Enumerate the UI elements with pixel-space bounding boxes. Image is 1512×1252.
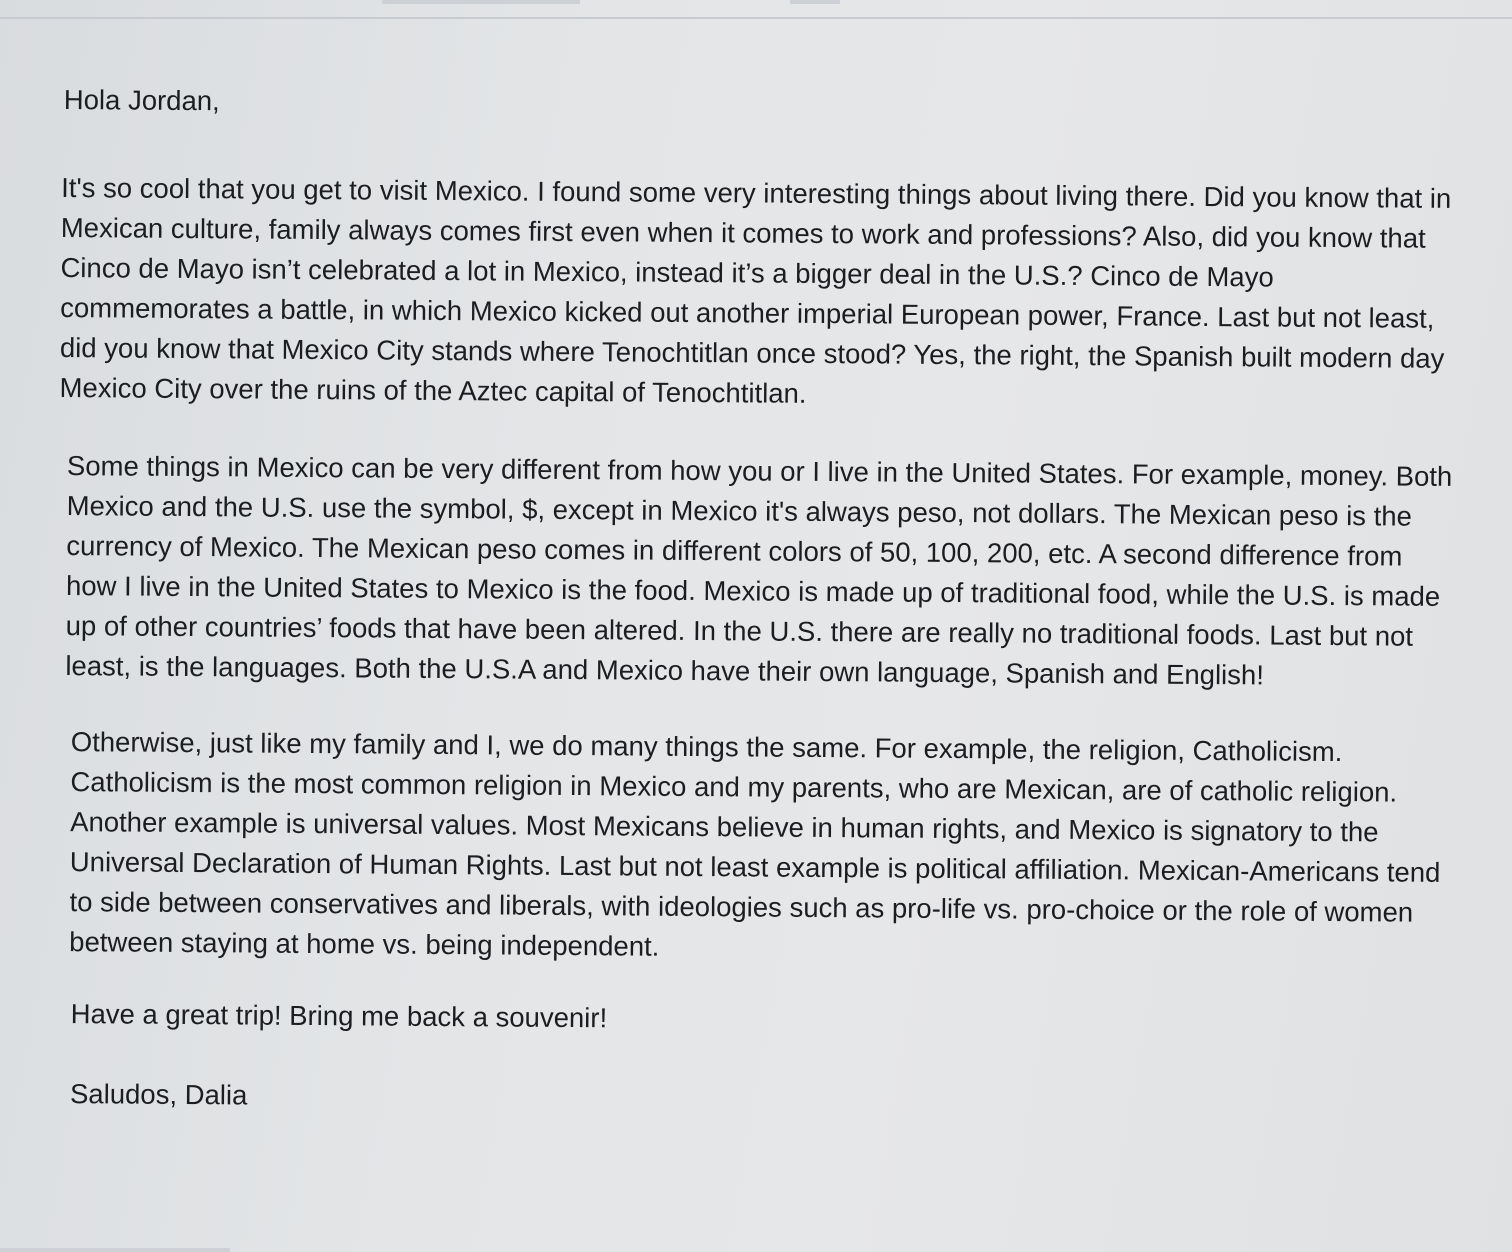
top-divider [0, 17, 1512, 19]
letter-signoff: Saludos, Dalia [69, 1078, 248, 1111]
letter-greeting: Hola Jordan, [63, 84, 220, 117]
letter-closing: Have a great trip! Bring me back a souvenir! [70, 998, 608, 1034]
top-tab-left [382, 0, 580, 4]
paragraph-mexico-facts: It's so cool that you get to visit Mexico. I found some very interesting things about living there. Did you know that in Mexican culture, family always comes first even when it comes to work and professions? Also, did you know that Cinco de Mayo isn’t celebrated a lot in Mexico, instead it’s a bigger deal in the U.S.? Cinco de Mayo commemorates a battle, in which Mexico kicked out another imperial European power, France. Last but not least, did you know that Mexico City stands where Tenochtitlan once stood? Yes, the right, the Spanish built modern day Mexico City over the ruins of the Aztec capital of Tenochtitlan. [59, 171, 1452, 409]
paragraph-similarities: Otherwise, just like my family and I, we do many things the same. For example, the religion, Catholicism. Catholicism is the most common religion in Mexico and my parents, who are Mexican, are of catholic religion. Another example is universal values. Most Mexicans believe in human rights, and Mexico is signatory to the Universal Declaration of Human Rights. Last but not least example is political affiliation. Mexican-Americans tend to side between conservatives and liberals, with ideologies such as pro-life vs. pro-choice or the role of women between staying at home vs. being independent. [69, 726, 1441, 962]
bottom-divider [0, 1248, 230, 1252]
letter-body [54, 80, 1462, 1125]
top-tab-right [790, 0, 840, 4]
paragraph-differences: Some things in Mexico can be very different from how you or I live in the United States. For example, money. Both Mexico and the U.S. use the symbol, $, except in Mexico it's always peso, not dollars. The Mexican peso is the currency of Mexico. The Mexican peso comes in different colors of 50, 100, 200, etc. A second difference from how I live in the United States to Mexico is the food. Mexico is made up of traditional food, while the U.S. is made up of other countries’ foods that have been altered. In the U.S. there are really no traditional foods. Last but not least, is the languages. Both the U.S.A and Mexico have their own language, Spanish and English! [65, 450, 1453, 691]
